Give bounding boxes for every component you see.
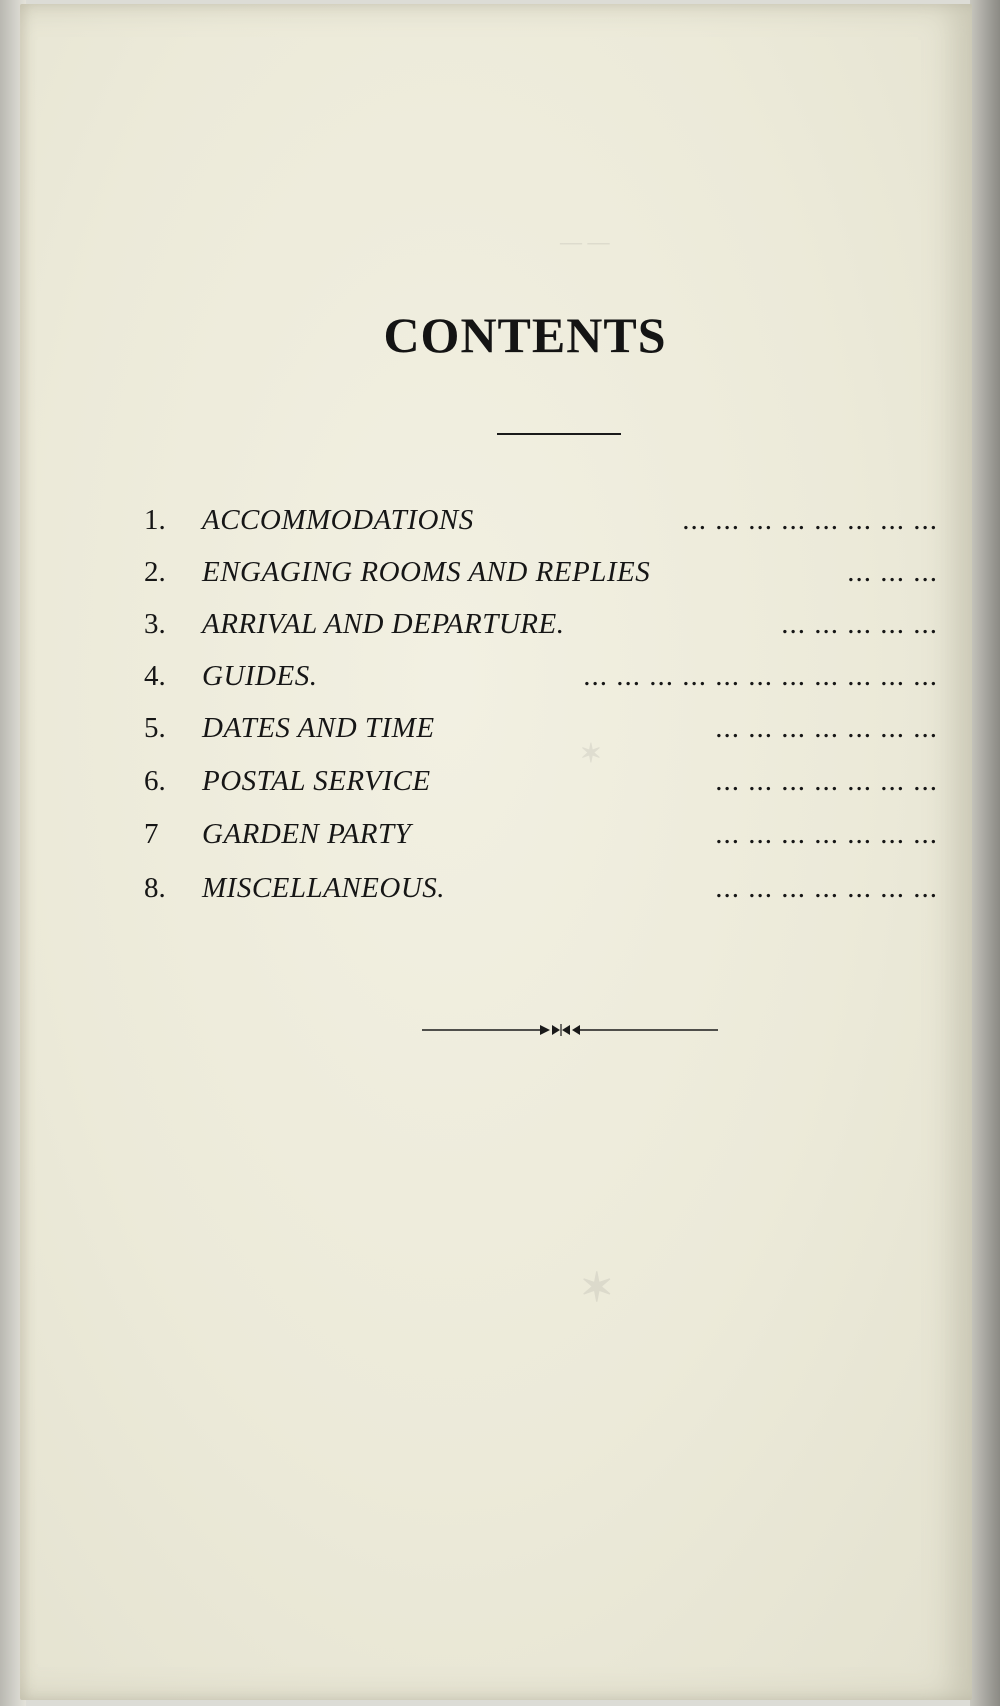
toc-entry-number: 2. [144, 556, 166, 588]
toc-entry-title: DATES AND TIME [202, 712, 435, 744]
toc-entry-title: MISCELLANEOUS. [202, 872, 446, 904]
toc-entry-number: 5. [144, 712, 166, 744]
toc-dot-leader: ... ... ... ... ... ... ... ... ... ... ... [583, 660, 938, 692]
show-through-star: ✶ [580, 739, 602, 768]
toc-entry-number: 6. [144, 765, 166, 797]
toc-entry [144, 606, 944, 642]
title-rule [497, 433, 621, 435]
toc-entry [144, 502, 944, 538]
toc-entry-title: ACCOMMODATIONS [202, 504, 474, 536]
book-page [20, 4, 972, 1700]
toc-entry [144, 658, 944, 694]
toc-entry-number: 1. [144, 504, 166, 536]
toc-entry [144, 710, 944, 746]
toc-entry-title: ARRIVAL AND DEPARTURE. [202, 608, 565, 640]
toc-entry-number: 7 [144, 818, 159, 850]
toc-entry-title: GARDEN PARTY [202, 818, 412, 850]
toc-entry-title: POSTAL SERVICE [202, 765, 431, 797]
toc-dot-leader: ... ... ... ... ... ... ... [715, 818, 938, 850]
toc-entry-title: ENGAGING ROOMS AND REPLIES [202, 556, 651, 588]
toc-dot-leader: ... ... ... ... ... ... ... [715, 712, 938, 744]
decorative-ornament-rule [422, 1020, 718, 1040]
toc-entry-number: 4. [144, 660, 166, 692]
toc-entry [144, 554, 944, 590]
toc-dot-leader: ... ... ... ... ... ... ... [715, 765, 938, 797]
toc-dot-leader: ... ... ... [847, 556, 938, 588]
toc-entry-title: GUIDES. [202, 660, 318, 692]
toc-entry [144, 816, 944, 852]
toc-dot-leader: ... ... ... ... ... ... ... ... [682, 504, 938, 536]
show-through-mark: — — [560, 229, 610, 254]
toc-dot-leader: ... ... ... ... ... [781, 608, 938, 640]
toc-dot-leader: ... ... ... ... ... ... ... [715, 872, 938, 904]
toc-entry-number: 8. [144, 872, 166, 904]
show-through-star: ✶ [580, 1265, 614, 1310]
page-title: CONTENTS [383, 307, 667, 363]
toc-entry [144, 870, 944, 906]
toc-entry [144, 763, 944, 799]
toc-entry-number: 3. [144, 608, 166, 640]
page-edge-shadow [970, 0, 1000, 1706]
